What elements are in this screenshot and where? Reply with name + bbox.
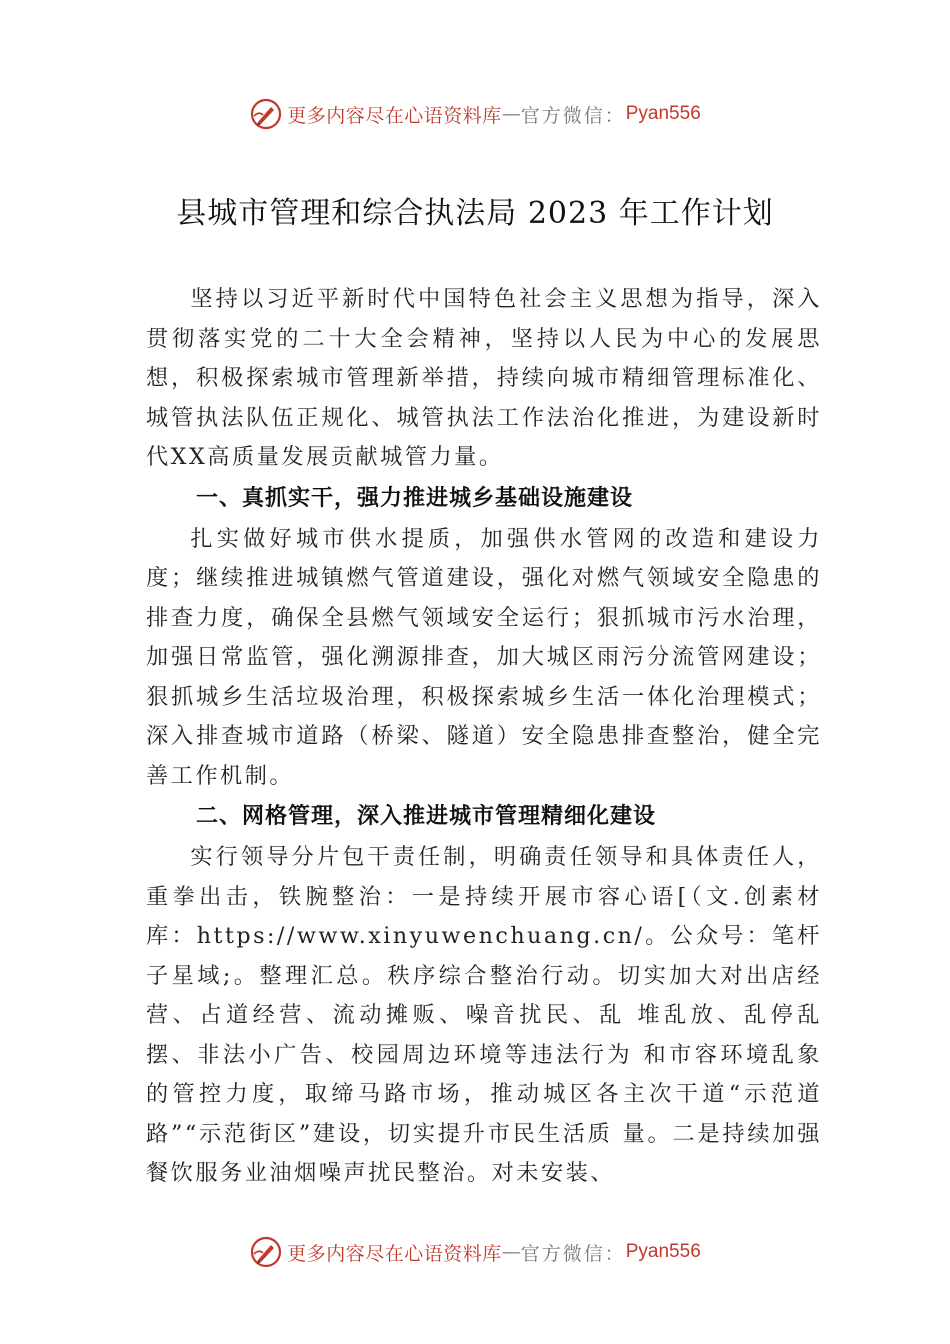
watermark-banner-top <box>0 92 950 136</box>
document-title: 县城市管理和综合执法局 2023 年工作计划 <box>176 196 774 231</box>
watermark-wechat-id: Pyan556 <box>625 1241 701 1262</box>
document-body <box>146 280 822 1194</box>
watermark-separator: — <box>501 1241 521 1263</box>
watermark-banner-bottom <box>0 1230 950 1274</box>
watermark-wechat-label: 官方微信： <box>520 1242 626 1265</box>
watermark-wechat-id: Pyan556 <box>625 103 701 124</box>
section-body-1: 扎实做好城市供水提质，加强供水管网的改造和建设力度；继续推进城镇燃气管道建设，强化对燃气领域安全隐患的排查力度，确保全县燃气领域安全运行；狠抓城市污水治理，加强日常监管，强化溯源排查，加大城区雨污分流管网建设；狠抓城乡生活垃圾治理，积极探索城乡生活一体化治理模式；深入排查城市道路（桥梁、隧道）安全隐患排查整治，健全完善工作机制。 <box>146 525 822 789</box>
watermark-separator: — <box>501 103 521 125</box>
watermark-text: 更多内容尽在心语资料库 <box>287 104 502 127</box>
pen-logo-icon <box>249 1235 283 1269</box>
section-body-2: 实行领导分片包干责任制，明确责任领导和具体责任人，重拳出击，铁腕整治：一是持续开展市容心语[（文.创素材库：https://www.xinyuwenchuang.cn/。公众号：笔杆子星域;。整理汇总。秩序综合整治行动。切实加大对出店经营、占道经营、流动摊贩、噪音扰民、乱 堆乱放、乱停乱摆、非法小广告、校园周边环境等违法行为 和市容环境乱象的管控力度，取缔马路市场，推动城区各主次干道“示范道路”“示范街区”建设，切实提升市民生活质 量。二是持续加强餐饮服务业油烟噪声扰民整治。对未安装、 <box>146 844 822 1186</box>
pen-logo-icon <box>249 97 283 131</box>
watermark-text: 更多内容尽在心语资料库 <box>287 1242 502 1265</box>
intro-paragraph: 坚持以习近平新时代中国特色社会主义思想为指导，深入贯彻落实党的二十大全会精神，坚持以人民为中心的发展思想，积极探索城市管理新举措，持续向城市精细管理标准化、城管执法队伍正规化、城管执法工作法治化推进，为建设新时代XX高质量发展贡献城管力量。 <box>146 286 822 470</box>
section-heading-2: 二、网格管理，深入推进城市管理精细化建设 <box>196 804 657 829</box>
watermark-wechat-label: 官方微信： <box>520 104 626 127</box>
section-heading-1: 一、真抓实干，强力推进城乡基础设施建设 <box>196 485 634 511</box>
